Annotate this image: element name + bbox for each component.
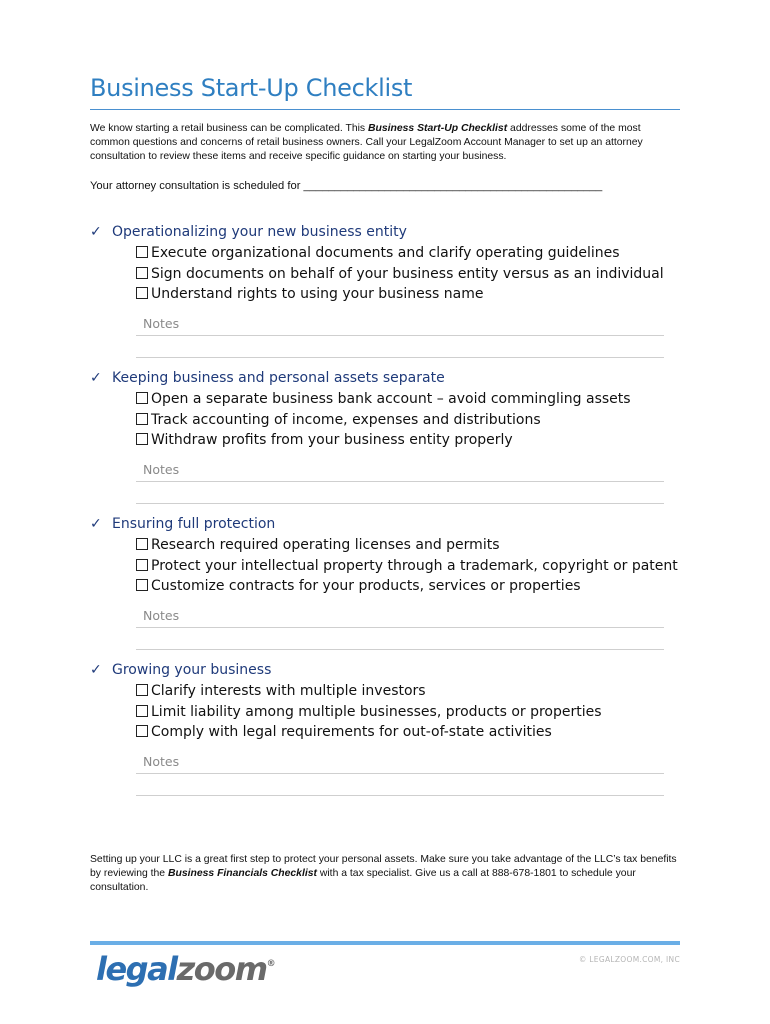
- checkbox-icon[interactable]: [136, 287, 148, 299]
- checkbox-icon[interactable]: [136, 267, 148, 279]
- logo-part-zoom: zoom: [176, 950, 267, 988]
- footer-text-pre: Setting up your LLC is a great first step to protect your personal assets. Make sure you take advantage of the LLC’s tax benefits by reviewing the: [90, 854, 677, 879]
- notes-line: [136, 795, 664, 796]
- checklist-item-label: Sign documents on behalf of your business entity versus as an individual: [151, 265, 664, 282]
- checklist-item[interactable]: [136, 389, 680, 410]
- checkbox-icon[interactable]: [136, 246, 148, 258]
- checkmark-icon: ✓: [90, 662, 102, 678]
- checklist-item[interactable]: [136, 430, 680, 451]
- notes-line: [136, 649, 664, 650]
- notes-field[interactable]: [136, 601, 664, 657]
- checkbox-icon[interactable]: [136, 705, 148, 717]
- checklist-section: [90, 514, 680, 657]
- checklist-item-label: Track accounting of income, expenses and distributions: [151, 411, 541, 428]
- notes-field[interactable]: [136, 455, 664, 511]
- closing-paragraph: [90, 853, 690, 895]
- checkbox-icon[interactable]: [136, 559, 148, 571]
- checkbox-icon[interactable]: [136, 392, 148, 404]
- checklist-section: [90, 660, 680, 803]
- notes-line: [136, 503, 664, 504]
- checklist-item-label: Execute organizational documents and clarify operating guidelines: [151, 245, 620, 261]
- notes-line: [136, 481, 664, 482]
- footer-checklist-name: Business Financials Checklist: [167, 868, 317, 879]
- checkbox-icon[interactable]: [136, 413, 148, 425]
- checklist-section: [90, 368, 680, 511]
- logo-part-legal: legal: [96, 950, 177, 988]
- section-heading-text: Operationalizing your new business entity: [112, 224, 407, 240]
- section-heading: [90, 222, 680, 242]
- section-heading-text: Keeping business and personal assets separate: [112, 370, 445, 386]
- checklist-item[interactable]: [136, 410, 680, 431]
- checkbox-icon[interactable]: [136, 433, 148, 445]
- checklist-item[interactable]: [136, 535, 680, 556]
- checklist-item[interactable]: [136, 243, 680, 264]
- section-heading-text: Ensuring full protection: [112, 516, 276, 532]
- notes-line: [136, 357, 664, 358]
- checklist-section: [90, 222, 680, 365]
- copyright-notice: © LEGALZOOM.COM, INC: [578, 955, 680, 964]
- checklist-item-label: Customize contracts for your products, services or properties: [151, 578, 581, 595]
- checkbox-icon[interactable]: [136, 579, 148, 591]
- section-heading: [90, 368, 680, 388]
- notes-field[interactable]: [136, 747, 664, 803]
- checkmark-icon: ✓: [90, 370, 102, 386]
- section-heading: [90, 514, 680, 534]
- checklist-item-label: Research required operating licenses and permits: [151, 537, 500, 553]
- notes-label: Notes: [143, 316, 180, 332]
- intro-text-pre: We know starting a retail business can be complicated. This: [90, 123, 368, 134]
- notes-label: Notes: [143, 754, 180, 770]
- title-divider: [90, 109, 680, 110]
- checklist-item-label: Open a separate business bank account – avoid commingling assets: [151, 391, 631, 407]
- checkmark-icon: ✓: [90, 224, 102, 240]
- footer-text-post: with a tax specialist. Give us a call at 888-678-1801 to schedule your consultation.: [90, 868, 636, 893]
- checklist-item[interactable]: [136, 556, 680, 577]
- checklist-item[interactable]: [136, 264, 680, 285]
- checklist-item-label: Understand rights to using your business name: [151, 286, 484, 303]
- checkbox-icon[interactable]: [136, 538, 148, 550]
- checklist-item-label: Comply with legal requirements for out-of-state activities: [151, 724, 552, 741]
- notes-line: [136, 335, 664, 336]
- checklist-item-label: Protect your intellectual property through a trademark, copyright or patent: [151, 557, 678, 574]
- section-heading-text: Growing your business: [112, 662, 272, 678]
- checklist-item[interactable]: [136, 681, 680, 702]
- checklist-item[interactable]: [136, 576, 680, 597]
- checklist-item-label: Withdraw profits from your business entity properly: [151, 432, 513, 449]
- page-title: Business Start-Up Checklist: [90, 74, 413, 102]
- checklist-item-label: Clarify interests with multiple investors: [151, 683, 426, 699]
- notes-line: [136, 773, 664, 774]
- notes-label: Notes: [143, 608, 180, 624]
- legalzoom-logo: [96, 950, 276, 988]
- checklist-item[interactable]: [136, 702, 680, 723]
- checkbox-icon[interactable]: [136, 725, 148, 737]
- checklist-item[interactable]: [136, 284, 680, 305]
- section-heading: [90, 660, 680, 680]
- checkmark-icon: ✓: [90, 516, 102, 532]
- intro-paragraph: [90, 122, 680, 164]
- footer-divider-bar: [90, 941, 680, 945]
- checkbox-icon[interactable]: [136, 684, 148, 696]
- notes-line: [136, 627, 664, 628]
- registered-mark: ®: [266, 959, 276, 969]
- checklist-item-label: Limit liability among multiple businesses, products or properties: [151, 703, 602, 720]
- notes-label: Notes: [143, 462, 180, 478]
- notes-field[interactable]: [136, 309, 664, 365]
- consultation-schedule-line[interactable]: Your attorney consultation is scheduled for ________________________________________________: [90, 180, 603, 192]
- checklist-item[interactable]: [136, 722, 680, 743]
- intro-text-post: addresses some of the most common questions and concerns of retail business owners. Call your LegalZoom Account Manager to set up an attorney consultation to review these items and receive specific guidance on starting your business.: [90, 123, 643, 162]
- intro-checklist-name: Business Start-Up Checklist: [368, 123, 508, 134]
